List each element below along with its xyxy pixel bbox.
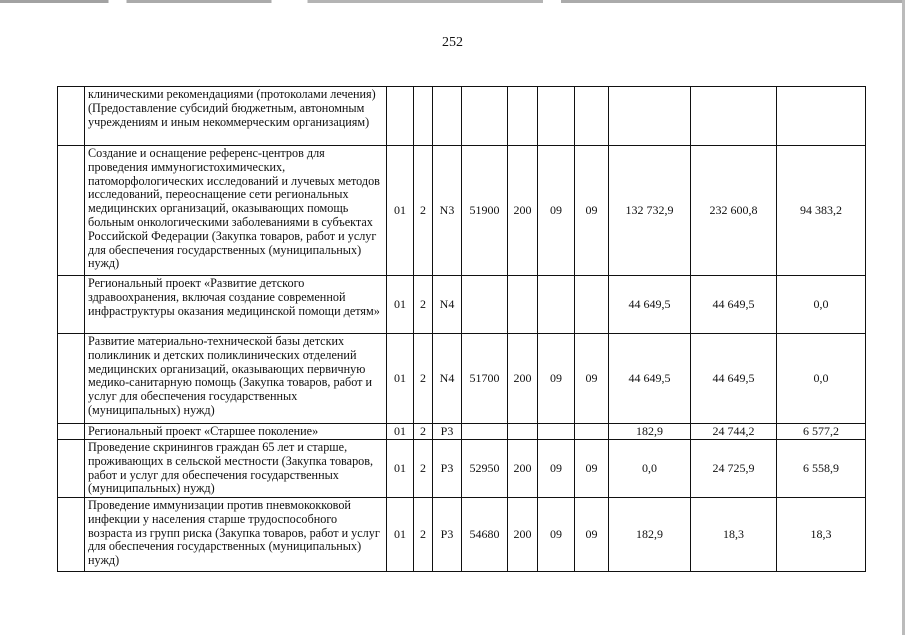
code-project-cell: P3 (433, 498, 462, 572)
code-subsection-cell (575, 424, 609, 440)
amount-year2-cell: 18,3 (691, 498, 777, 572)
amount-year3-cell: 0,0 (777, 334, 866, 424)
row-name-cell: Проведение скринингов граждан 65 лет и старше, проживающих в сельской местности (Закупка товаров, работ и услуг для обеспечения государственных (муниципальных) нужд) (85, 440, 387, 498)
amount-year3-cell (777, 87, 866, 146)
amount-year2-cell: 232 600,8 (691, 146, 777, 276)
code-expense-type-cell (508, 276, 538, 334)
code-program-cell: 01 (387, 440, 414, 498)
table-row (58, 424, 866, 440)
amount-year1-cell: 0,0 (609, 440, 691, 498)
code-section-cell (538, 424, 575, 440)
amount-year2-cell (691, 87, 777, 146)
row-indent-cell (58, 87, 85, 146)
code-section-cell (538, 276, 575, 334)
code-subsection-cell: 09 (575, 146, 609, 276)
row-indent-cell (58, 424, 85, 440)
code-subprogram-cell: 2 (414, 440, 433, 498)
amount-year1-cell: 182,9 (609, 498, 691, 572)
amount-year2-cell: 44 649,5 (691, 276, 777, 334)
row-name-cell: Региональный проект «Старшее поколение» (85, 424, 387, 440)
row-name-cell: клиническими рекомендациями (протоколами лечения) (Предоставление субсидий бюджетным, автономным учреждениям и иным некоммерческим организациям) (85, 87, 387, 146)
row-name-cell: Развитие материально-технической базы детских поликлиник и детских поликлинических отделений медицинских организаций, оказывающих первичную медико-санитарную помощь (Закупка товаров, работ и услуг для обеспечения государственных (муниципальных) нужд) (85, 334, 387, 424)
code-subprogram-cell: 2 (414, 498, 433, 572)
code-subprogram-cell: 2 (414, 424, 433, 440)
code-section-cell: 09 (538, 146, 575, 276)
code-subprogram-cell: 2 (414, 276, 433, 334)
code-direction-cell: 54680 (462, 498, 508, 572)
code-section-cell: 09 (538, 440, 575, 498)
amount-year3-cell: 0,0 (777, 276, 866, 334)
code-subsection-cell (575, 276, 609, 334)
code-project-cell: N4 (433, 276, 462, 334)
code-section-cell (538, 87, 575, 146)
amount-year3-cell: 94 383,2 (777, 146, 866, 276)
code-subprogram-cell: 2 (414, 146, 433, 276)
code-project-cell: P3 (433, 424, 462, 440)
code-section-cell: 09 (538, 334, 575, 424)
amount-year3-cell: 6 558,9 (777, 440, 866, 498)
row-name-cell: Региональный проект «Развитие детского здравоохранения, включая создание современной инфраструктуры оказания медицинской помощи детям» (85, 276, 387, 334)
amount-year1-cell: 44 649,5 (609, 334, 691, 424)
table-row (58, 146, 866, 276)
row-indent-cell (58, 276, 85, 334)
amount-year2-cell: 24 725,9 (691, 440, 777, 498)
row-name-cell: Проведение иммунизации против пневмококковой инфекции у населения старше трудоспособного возраста из групп риска (Закупка товаров, работ и услуг для обеспечения государственных (муниципальных) нужд) (85, 498, 387, 572)
amount-year2-cell: 24 744,2 (691, 424, 777, 440)
amount-year1-cell: 182,9 (609, 424, 691, 440)
table-row (58, 498, 866, 572)
code-subprogram-cell (414, 87, 433, 146)
code-project-cell: P3 (433, 440, 462, 498)
amount-year3-cell: 6 577,2 (777, 424, 866, 440)
table-row (58, 334, 866, 424)
code-program-cell (387, 87, 414, 146)
budget-table (57, 86, 866, 572)
row-indent-cell (58, 334, 85, 424)
row-indent-cell (58, 440, 85, 498)
code-expense-type-cell: 200 (508, 334, 538, 424)
code-subsection-cell (575, 87, 609, 146)
code-subsection-cell: 09 (575, 334, 609, 424)
code-expense-type-cell: 200 (508, 440, 538, 498)
scan-top-edge (0, 0, 905, 3)
code-subsection-cell: 09 (575, 440, 609, 498)
code-direction-cell: 52950 (462, 440, 508, 498)
code-program-cell: 01 (387, 424, 414, 440)
code-program-cell: 01 (387, 334, 414, 424)
code-section-cell: 09 (538, 498, 575, 572)
amount-year2-cell: 44 649,5 (691, 334, 777, 424)
code-expense-type-cell (508, 424, 538, 440)
row-indent-cell (58, 146, 85, 276)
code-direction-cell: 51700 (462, 334, 508, 424)
amount-year1-cell: 44 649,5 (609, 276, 691, 334)
code-expense-type-cell (508, 87, 538, 146)
page-number: 252 (442, 35, 463, 50)
code-subprogram-cell: 2 (414, 334, 433, 424)
row-indent-cell (58, 498, 85, 572)
code-project-cell: N3 (433, 146, 462, 276)
code-subsection-cell: 09 (575, 498, 609, 572)
amount-year1-cell (609, 87, 691, 146)
code-direction-cell: 51900 (462, 146, 508, 276)
code-direction-cell (462, 276, 508, 334)
code-program-cell: 01 (387, 146, 414, 276)
code-direction-cell (462, 87, 508, 146)
code-program-cell: 01 (387, 498, 414, 572)
row-name-cell: Создание и оснащение референс-центров для проведения иммуногистохимических, патоморфологических исследований и лучевых методов исследований, переоснащение сети региональных медицинских организаций, оказывающих помощь больным онкологическими заболеваниями в субъектах Российской Федерации (Закупка товаров, работ и услуг для обеспечения государственных (муниципальных) нужд) (85, 146, 387, 276)
code-project-cell: N4 (433, 334, 462, 424)
table-row (58, 87, 866, 146)
code-program-cell: 01 (387, 276, 414, 334)
table-row (58, 276, 866, 334)
code-expense-type-cell: 200 (508, 498, 538, 572)
amount-year3-cell: 18,3 (777, 498, 866, 572)
amount-year1-cell: 132 732,9 (609, 146, 691, 276)
code-project-cell (433, 87, 462, 146)
code-direction-cell (462, 424, 508, 440)
table-row (58, 440, 866, 498)
code-expense-type-cell: 200 (508, 146, 538, 276)
